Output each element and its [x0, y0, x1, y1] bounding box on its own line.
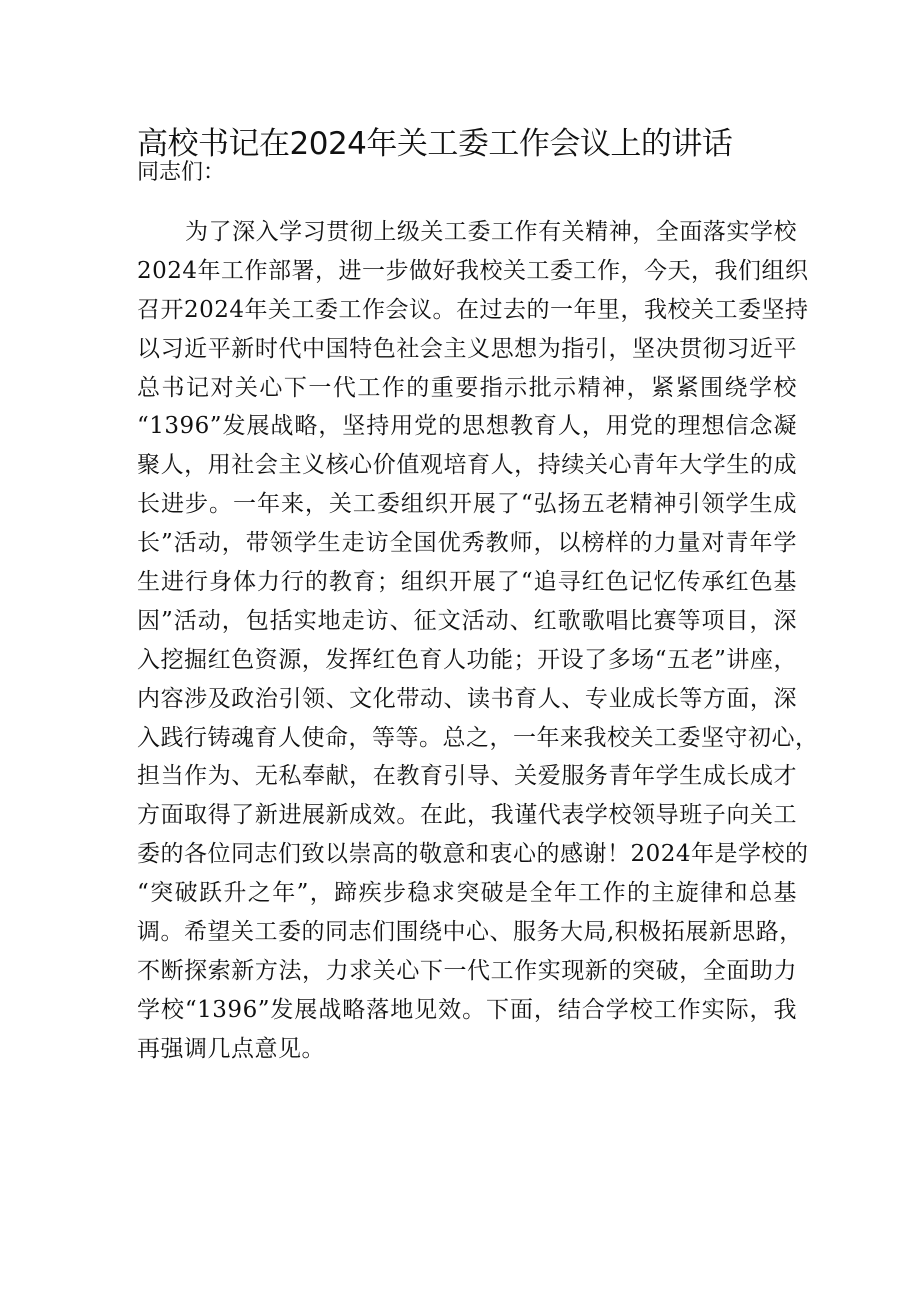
paragraph-line: 为了深入学习贯彻上级关工委工作有关精神，全面落实学校: [185, 219, 797, 245]
paragraph-line: 再强调几点意见。: [137, 1035, 325, 1062]
document-title: 高校书记在2024年关工委工作会议上的讲话: [137, 126, 733, 162]
paragraph-line: 长进步。一年来，关工委组织开展了“弘扬五老精神引领学生成: [137, 491, 797, 518]
paragraph-line: 召开2024年关工委工作会议。在过去的一年里，我校关工委坚持: [137, 296, 809, 323]
paragraph-line: 生进行身体力行的教育；组织开展了“追寻红色记忆传承红色基: [137, 569, 797, 596]
paragraph-line: “1396”发展战略，坚持用党的思想教育人，用党的理想信念凝: [137, 413, 797, 440]
paragraph-line: 以习近平新时代中国特色社会主义思想为指引，坚决贯彻习近平: [137, 335, 797, 362]
paragraph-line: 内容涉及政治引领、文化带动、读书育人、专业成长等方面，深: [137, 685, 797, 712]
paragraph-line: 聚人，用社会主义核心价值观培育人，持续关心青年大学生的成: [137, 452, 797, 479]
paragraph-line: 不断探索新方法，力求关心下一代工作实现新的突破，全面助力: [137, 957, 797, 984]
paragraph-line: 入践行铸魂育人使命，等等。总之，一年来我校关工委坚守初心，: [137, 724, 819, 751]
greeting: 同志们：: [137, 160, 226, 185]
paragraph-line: 2024年工作部署，进一步做好我校关工委工作，今天，我们组织: [137, 257, 809, 284]
body-paragraph: [137, 213, 819, 1069]
paragraph-line: 方面取得了新进展新成效。在此，我谨代表学校领导班子向关工: [137, 802, 797, 829]
paragraph-line: 入挖掘红色资源，发挥红色育人功能；开设了多场“五老”讲座，: [137, 646, 797, 673]
paragraph-line: 委的各位同志们致以崇高的敬意和衷心的感谢！2024年是学校的: [137, 841, 809, 868]
paragraph-line: 总书记对关心下一代工作的重要指示批示精神，紧紧围绕学校: [137, 374, 797, 401]
paragraph-line: 长”活动，带领学生走访全国优秀教师，以榜样的力量对青年学: [137, 530, 797, 557]
paragraph-line: 因”活动，包括实地走访、征文活动、红歌歌唱比赛等项目，深: [137, 607, 797, 634]
paragraph-line: 担当作为、无私奉献，在教育引导、关爱服务青年学生成长成才: [137, 763, 797, 790]
paragraph-line: “突破跃升之年”，蹄疾步稳求突破是全年工作的主旋律和总基: [137, 880, 797, 907]
paragraph-line: 学校“1396”发展战略落地见效。下面，结合学校工作实际，我: [137, 996, 797, 1023]
paragraph-line: 调。希望关工委的同志们围绕中心、服务大局,积极拓展新思路，: [137, 919, 803, 946]
